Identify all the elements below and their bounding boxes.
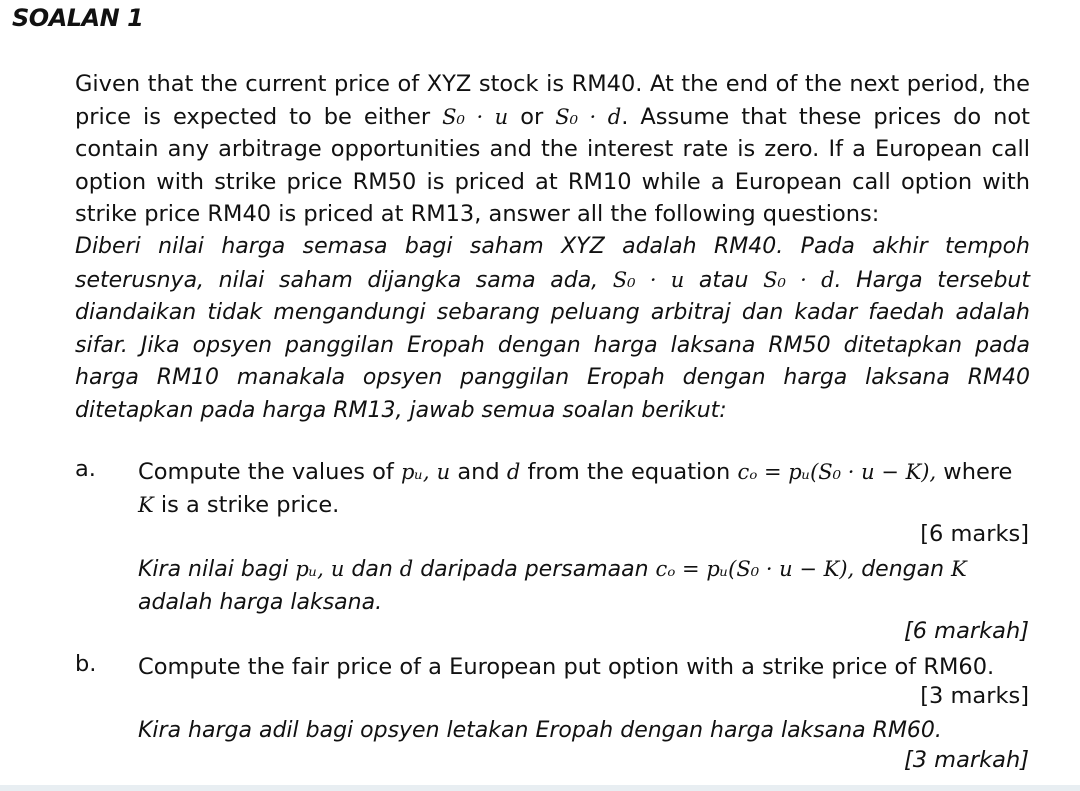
intro-ms-text-2: atau — [684, 267, 764, 293]
qa-en-math-k: K — [138, 492, 154, 517]
intro-en-math-su: S₀ · u — [442, 104, 509, 129]
intro-en-text-1: Given that the current price of XYZ stock is RM40. At the end of the next period, the price is expected to be either — [75, 71, 1030, 130]
question-b-label: b. — [75, 651, 97, 677]
intro-en-text-3: . Assume that these prices do not contain any arbitrage opportunities and the interest rate is zero. If a European call option with strike price RM50 is priced at RM10 while a European call option with strike price RM40 is priced at RM13, answer all the following questions: — [75, 103, 1030, 227]
intro-ms-math-sd: S₀ · d — [763, 267, 835, 292]
intro-paragraph-malay — [75, 231, 1030, 427]
qa-ms-math-k: K — [951, 557, 967, 581]
intro-ms-text-1: Diberi nilai harga semasa bagi saham XYZ adalah RM40. Pada akhir tempoh seterusnya, nilai saham dijangka sama ada, — [75, 234, 1030, 293]
question-a-marks-malay: [6 markah] — [903, 618, 1029, 644]
qa-en-math-pu: pᵤ, — [401, 460, 430, 484]
qa-en-text-3: from the equation — [520, 459, 738, 485]
question-b-marks-malay: [3 markah] — [903, 747, 1029, 773]
qa-ms-text-5: adalah harga laksana. — [138, 589, 383, 615]
question-a-marks-english: [6 marks] — [920, 521, 1029, 547]
bottom-divider — [0, 785, 1080, 791]
qa-ms-text-2: dan — [344, 557, 400, 582]
intro-ms-math-su: S₀ · u — [612, 267, 685, 292]
intro-en-math-sd: S₀ · d — [555, 104, 622, 129]
qa-ms-text-1: Kira nilai bagi — [138, 557, 296, 582]
qa-ms-text-3: daripada persamaan — [413, 557, 656, 582]
section-title: SOALAN 1 — [12, 4, 144, 32]
question-a-english — [138, 456, 1030, 521]
question-b-english: Compute the fair price of a European put option with a strike price of RM60. — [138, 654, 995, 680]
qa-en-text-1: Compute the values of — [138, 459, 402, 485]
qa-en-math-equation: cₒ = pᵤ(S₀ · u − K), — [737, 460, 937, 484]
qa-en-math-u: u — [436, 460, 451, 484]
question-a-label: a. — [75, 456, 96, 482]
qa-ms-math-pu: pᵤ, — [295, 557, 324, 581]
intro-en-text-2: or — [508, 103, 556, 130]
qa-ms-math-equation: cₒ = pᵤ(S₀ · u − K), — [655, 557, 855, 581]
question-b-marks-english: [3 marks] — [920, 683, 1029, 709]
question-b-malay: Kira harga adil bagi opsyen letakan Eropah dengan harga laksana RM60. — [138, 718, 942, 743]
qa-ms-math-u: u — [330, 557, 345, 581]
qa-en-text-4: where — [936, 459, 1013, 485]
qa-ms-math-d: d — [399, 557, 414, 581]
intro-ms-text-3: . Harga tersebut diandaikan tidak mengandungi sebarang peluang arbitraj dan kadar faedah adalah sifar. Jika opsyen panggilan Eropah dengan harga laksana RM50 ditetapkan pada harga RM10 manakala opsyen panggilan Eropah dengan harga laksana RM40 ditetapkan pada harga RM13, jawab semua soalan berikut: — [75, 267, 1030, 423]
question-a-malay — [138, 553, 1030, 619]
qa-en-text-5: is a strike price. — [153, 491, 340, 518]
qa-en-text-2: and — [450, 459, 507, 485]
qa-ms-text-4: dengan — [854, 557, 952, 582]
qa-en-math-d: d — [506, 460, 521, 484]
intro-paragraph-english — [75, 68, 1030, 231]
